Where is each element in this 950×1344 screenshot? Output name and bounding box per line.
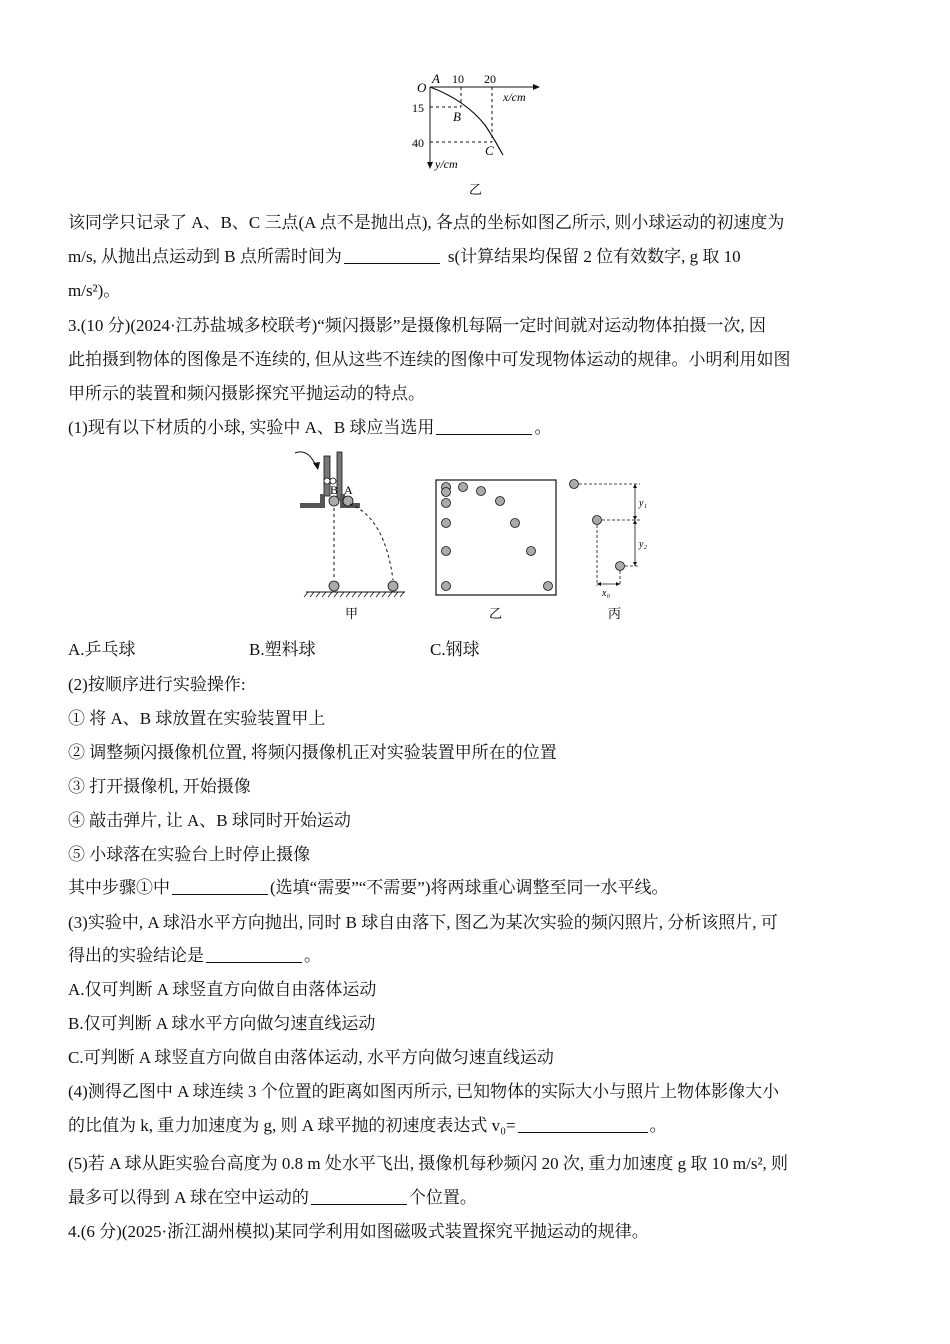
q3-part1-text: (1)现有以下材质的小球, 实验中 A、B 球应当选用 [68, 418, 435, 437]
option-a-pingpong[interactable]: A.乒乓球 [68, 640, 136, 659]
q3-stem-line3: 甲所示的装置和频闪摄影探究平抛运动的特点。 [68, 384, 425, 403]
label-bing: 丙 [608, 606, 622, 621]
label-y1: y₁ [639, 498, 647, 509]
q3-part3-line1: (3)实验中, A 球沿水平方向抛出, 同时 B 球自由落下, 图乙为某次实验的频闪照片, 分析该照片, 可 [68, 913, 778, 932]
y-axis-label: y/cm [435, 157, 458, 171]
q3-part2: (2)按顺序进行实验操作: [68, 675, 246, 694]
conclusion-option-b[interactable]: B.仅可判断 A 球水平方向做匀速直线运动 [68, 1014, 376, 1033]
q3-part4-line1: (4)测得乙图中 A 球连续 3 个位置的距离如图丙所示, 已知物体的实际大小与照片上物体影像大小 [68, 1082, 780, 1101]
x-tick-20: 20 [484, 72, 496, 86]
point-c-label: C [485, 143, 494, 158]
q2-text-line2 [68, 245, 741, 269]
point-b-label: B [453, 109, 461, 124]
q3-part4-line2-b: 。 [649, 1116, 667, 1135]
q3-part1-end: 。 [534, 418, 552, 437]
label-yi: 乙 [489, 606, 503, 621]
conclusion-option-c[interactable]: C.可判断 A 球竖直方向做自由落体运动, 水平方向做匀速直线运动 [68, 1048, 554, 1067]
option-b-plastic[interactable]: B.塑料球 [249, 640, 316, 659]
figure-caption: 乙 [469, 182, 483, 197]
q3-part1 [68, 416, 551, 440]
x-tick-10: 10 [452, 72, 464, 86]
answer-blank-conclusion[interactable] [206, 946, 302, 963]
answer-blank-v0[interactable] [518, 1116, 648, 1133]
origin-label: O [417, 80, 427, 95]
q3-part3-line2-a: 得出的实验结论是 [68, 946, 204, 965]
q3-stem-line2: 此拍摄到物体的图像是不连续的, 但从这些不连续的图像中可发现物体运动的规律。小明利用如图 [68, 350, 791, 369]
option-c-steel[interactable]: C.钢球 [430, 640, 480, 659]
q2-text-line3: m/s²)。 [68, 281, 121, 300]
conclusion-option-a[interactable]: A.仅可判断 A 球竖直方向做自由落体运动 [68, 980, 377, 999]
q2-line2-a: m/s, 从抛出点运动到 B 点所需时间为 [68, 247, 342, 266]
q3-part5-line2-a: 最多可以得到 A 球在空中运动的 [68, 1188, 309, 1207]
q2-line2-b: s(计算结果均保留 2 位有效数字, g 取 10 [447, 247, 741, 266]
q3-part5-line1: (5)若 A 球从距实验台高度为 0.8 m 处水平飞出, 摄像机每秒频闪 20 次, 重力加速度 g 取 10 m/s², 则 [68, 1154, 789, 1173]
q4-stem: 4.(6 分)(2025·浙江湖州模拟)某同学利用如图磁吸式装置探究平抛运动的规律。 [68, 1222, 649, 1241]
answer-blank-material[interactable] [436, 418, 532, 435]
answer-blank-align[interactable] [172, 878, 268, 895]
apparatus-figure [290, 448, 650, 628]
label-y2: y₂ [639, 539, 647, 550]
q3-part2-q-b: (选填“需要”“不需要”)将两球重心调整至同一水平线。 [270, 878, 669, 897]
q3-part2-question [68, 876, 669, 900]
trajectory-figure [405, 70, 555, 200]
label-x0: x₀ [602, 588, 610, 599]
answer-blank-positions[interactable] [311, 1188, 407, 1205]
ball-a-label: A [344, 483, 353, 497]
q2-text-line1: 该同学只记录了 A、B、C 三点(A 点不是抛出点), 各点的坐标如图乙所示, 则小球运动的初速度为 [68, 213, 785, 232]
ball-b-label: B [330, 483, 339, 497]
q3-part4-line2 [68, 1114, 667, 1138]
q3-stem-line1: 3.(10 分)(2024·江苏盐城多校联考)“频闪摄影”是摄像机每隔一定时间就对运动物体拍摄一次, 因 [68, 316, 766, 335]
point-a-label: A [432, 71, 440, 86]
step-2: ② 调整频闪摄像机位置, 将频闪摄像机正对实验装置甲所在的位置 [68, 743, 557, 762]
q3-part3-line2-b: 。 [304, 946, 321, 965]
y-tick-40: 40 [412, 136, 424, 150]
step-5: ⑤ 小球落在实验台上时停止摄像 [68, 845, 311, 864]
q3-part2-q-a: 其中步骤①中 [68, 878, 170, 897]
step-4: ④ 敲击弹片, 让 A、B 球同时开始运动 [68, 811, 351, 830]
q3-part5-line2 [68, 1186, 477, 1210]
step-3: ③ 打开摄像机, 开始摄像 [68, 777, 251, 796]
x-axis-label: x/cm [503, 90, 526, 104]
y-tick-15: 15 [412, 101, 424, 115]
answer-blank-time[interactable] [344, 247, 440, 264]
step-1: ① 将 A、B 球放置在实验装置甲上 [68, 709, 326, 728]
q3-part5-line2-b: 个位置。 [408, 1188, 477, 1207]
q3-part3-line2 [68, 944, 321, 968]
q3-part4-line2-a: 的比值为 k, 重力加速度为 g, 则 A 球平抛的初速度表达式 v₀= [68, 1116, 516, 1135]
label-jia: 甲 [345, 606, 359, 621]
